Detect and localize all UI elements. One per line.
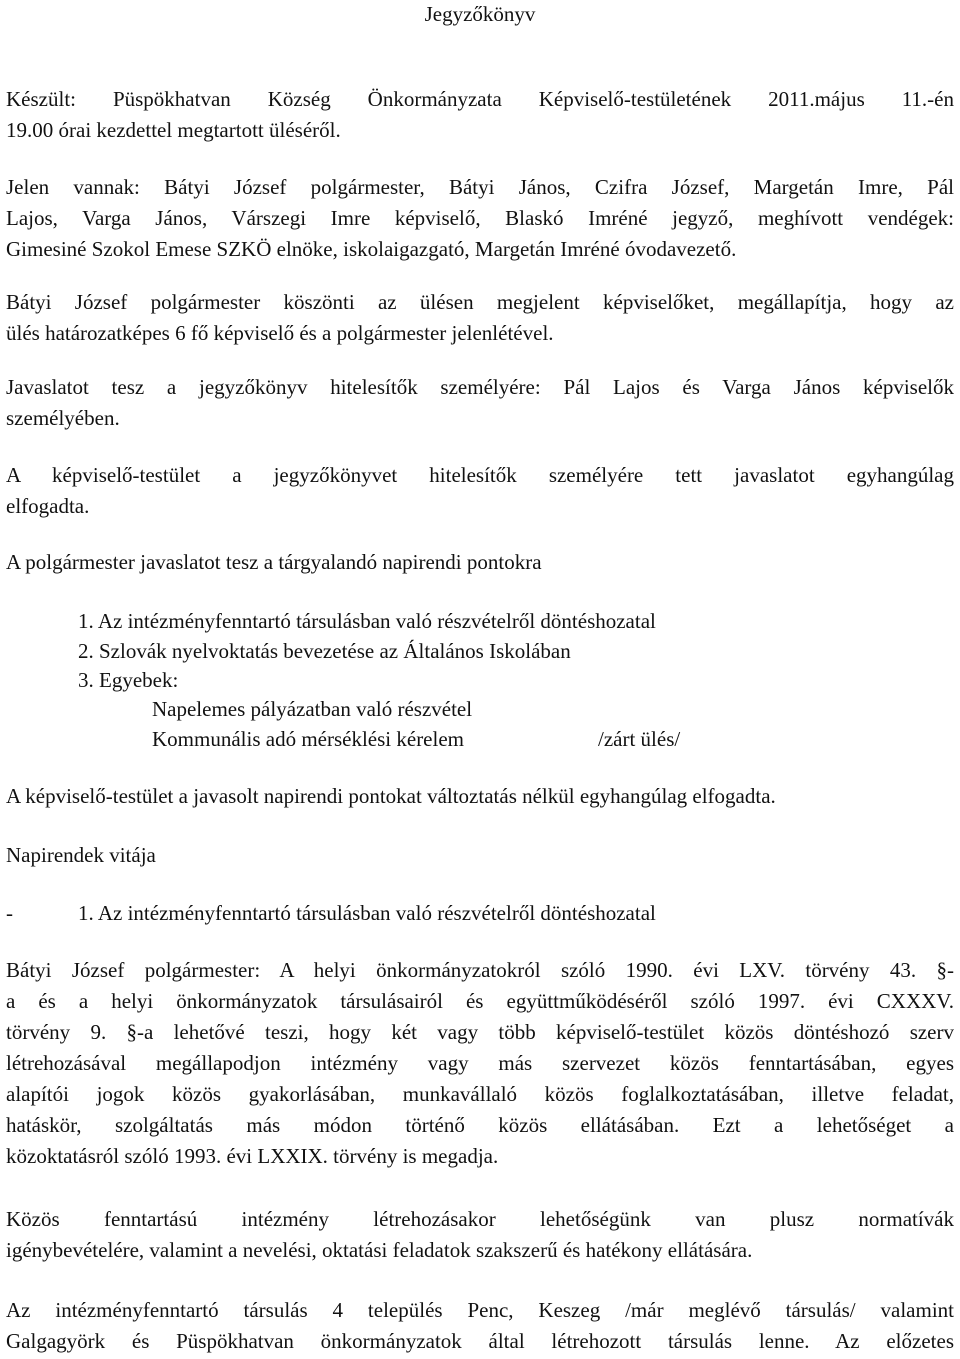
acceptance-line-1: A képviselő-testület a jegyzőkönyvet hitelesítők személyére tett javaslatot egyhangúlag [6, 463, 954, 487]
mayor-line: közoktatásról szóló 1993. évi LXXIX. törvény is megadja. [6, 1144, 499, 1168]
mayor-line: létrehozásával megállapodjon intézmény vagy más szervezet közös fenntartásában, egyes [6, 1051, 954, 1075]
mayor-paragraph [6, 955, 954, 1172]
agenda-item: 3. Egyebek: [78, 668, 179, 692]
present-line-2: Lajos, Varga János, Várszegi Imre képviselő, Blaskó Imréné jegyző, meghívott vendégek: [6, 206, 954, 230]
debate-item: 1. Az intézményfenntartó társulásban való részvételről döntéshozatal [78, 901, 656, 925]
made-line-1: Készült: Püspökhatvan Község Önkormányzata Képviselő-testületének 2011.május 11.-én [6, 87, 954, 111]
made-paragraph [6, 84, 954, 146]
closed-session-note: /zárt ülés/ [598, 727, 681, 751]
present-line-3: Gimesiné Szokol Emese SZKÖ elnöke, iskolaigazgató, Margetán Imréné óvodavezető. [6, 237, 737, 261]
joint-line: igénybevételére, valamint a nevelési, oktatási feladatok szakszerű és hatékony ellátására. [6, 1238, 753, 1262]
association-line: Galgagyörk és Püspökhatvan önkormányzatok által létrehozott társulás lenne. Az előzetes [6, 1329, 954, 1353]
made-line-2: 19.00 órai kezdettel megtartott üléséről. [6, 118, 341, 142]
mayor-line: Bátyi József polgármester: A helyi önkormányzatokról szóló 1990. évi LXV. törvény 43. §- [6, 958, 954, 982]
greeting-line-1: Bátyi József polgármester köszönti az ülésen megjelent képviselőket, megállapítja, hogy az [6, 290, 954, 314]
agenda-item: 1. Az intézményfenntartó társulásban való részvételről döntéshozatal [78, 609, 656, 633]
association-line: Az intézményfenntartó társulás 4 település Penc, Keszeg /már meglévő társulás/ valamint [6, 1298, 954, 1322]
document-title: Jegyzőkönyv [424, 2, 536, 26]
acceptance-paragraph [6, 460, 954, 522]
agenda-acceptance [6, 781, 954, 812]
proposal-line-1: Javaslatot tesz a jegyzőkönyv hitelesítők személyére: Pál Lajos és Varga János képviselők [6, 375, 954, 399]
debate-dash: - [6, 901, 13, 925]
mayor-line: alapítói jogok közös gyakorlásában, munkavállaló közös foglalkoztatásában, illetve feladat, [6, 1082, 954, 1106]
agenda-item: 2. Szlovák nyelvoktatás bevezetése az Általános Iskolában [78, 639, 571, 663]
greeting-line-2: ülés határozatképes 6 fő képviselő és a polgármester jelenlétével. [6, 321, 554, 345]
mayor-line: hatáskör, szolgáltatás más módon történő közös ellátásában. Ezt a lehetőséget a [6, 1113, 954, 1137]
agenda-sub-item: Kommunális adó mérséklési kérelem [152, 727, 464, 751]
joint-line: Közös fenntartású intézmény létrehozásakor lehetőségünk van plusz normatívák [6, 1207, 954, 1231]
agenda-acceptance-text: A képviselő-testület a javasolt napirendi pontokat változtatás nélkül egyhangúlag elfogadta. [6, 784, 776, 808]
present-paragraph [6, 172, 954, 265]
proposal-line-2: személyében. [6, 406, 120, 430]
agenda-intro: A polgármester javaslatot tesz a tárgyalandó napirendi pontokra [6, 550, 542, 574]
mayor-line: a és a helyi önkormányzatok társulásairól és együttműködéséről szóló 1997. évi CXXXV. [6, 989, 954, 1013]
association-paragraph [6, 1295, 954, 1357]
joint-paragraph [6, 1204, 954, 1266]
debate-heading: Napirendek vitája [6, 843, 156, 867]
proposal-paragraph [6, 372, 954, 434]
present-line-1: Jelen vannak: Bátyi József polgármester, Bátyi János, Czifra József, Margetán Imre, Pál [6, 175, 954, 199]
agenda-sub-item: Napelemes pályázatban való részvétel [152, 697, 473, 721]
mayor-line: törvény 9. §-a lehetővé teszi, hogy két vagy több képviselő-testület közös döntéshozó szerv [6, 1020, 954, 1044]
greeting-paragraph [6, 287, 954, 349]
acceptance-line-2: elfogadta. [6, 494, 90, 518]
